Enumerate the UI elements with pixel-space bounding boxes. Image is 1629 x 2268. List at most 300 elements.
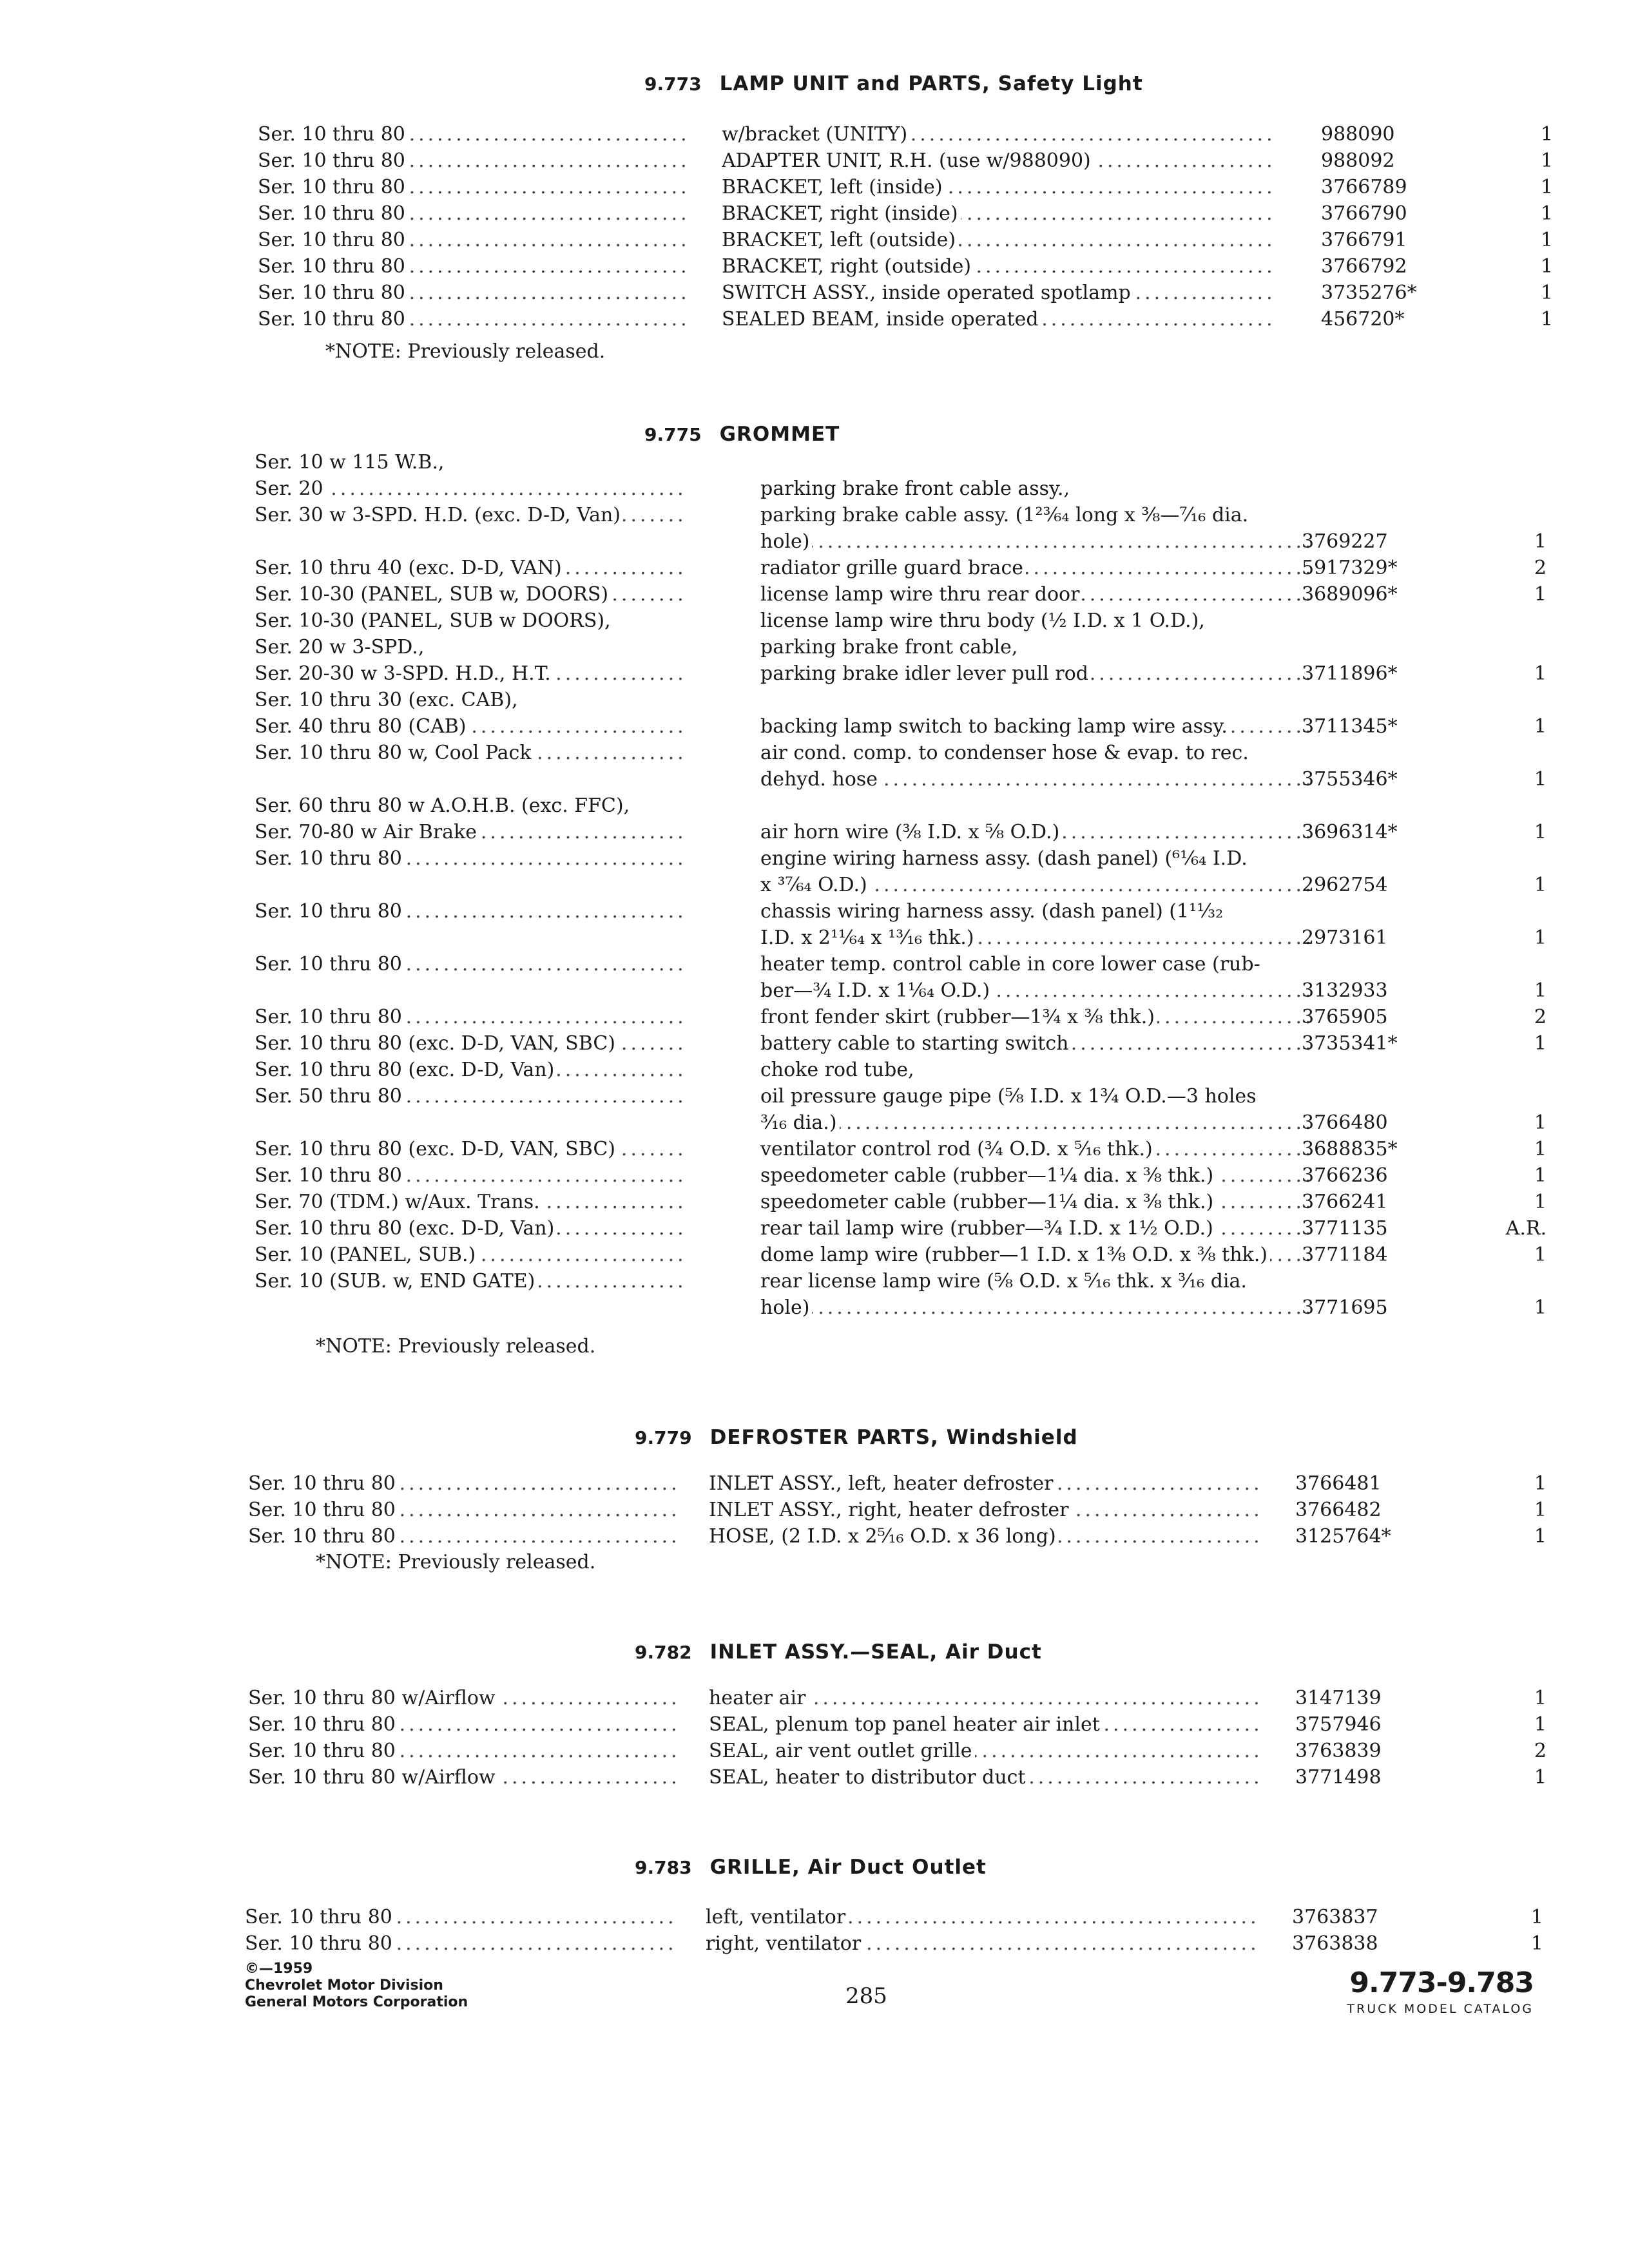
quantity-cell <box>1482 1764 1547 1791</box>
description-cell <box>760 1268 1312 1294</box>
quantity-cell <box>1482 1004 1547 1030</box>
section-title: GRILLE, Air Duct Outlet <box>709 1856 987 1879</box>
model-cell-text: Ser. 10 thru 80 (exc. D-D, Van) <box>255 1059 557 1081</box>
description-cell-text: I.D. x 2¹¹⁄₆₄ x ¹³⁄₁₆ thk.) <box>760 927 977 949</box>
description-cell-text: parking brake cable assy. (1²³⁄₆₄ long x ⅜—⁷⁄₁₆ dia. <box>760 504 1251 526</box>
description-cell-text: front fender skirt (rubber—1¾ x ⅜ thk.) <box>760 1006 1157 1028</box>
description-cell <box>706 1930 1257 1957</box>
part-number-cell <box>1295 1685 1418 1711</box>
quantity-cell-text: 1 <box>1534 530 1547 553</box>
model-cell <box>255 951 688 977</box>
model-cell-text: Ser. 10 thru 80 <box>255 900 405 923</box>
quantity-cell-text: 1 <box>1534 1296 1547 1319</box>
quantity-cell <box>1489 306 1553 332</box>
quantity-cell <box>1482 766 1547 793</box>
model-cell-text: Ser. 10 thru 80 <box>258 282 408 304</box>
description-cell <box>760 581 1312 608</box>
description-cell-text: battery cable to starting switch <box>760 1032 1071 1055</box>
model-cell-text <box>255 530 257 553</box>
model-cell <box>255 608 688 634</box>
description-cell <box>709 1711 1260 1738</box>
table-row <box>0 1904 1629 1930</box>
description-cell-text: hole) <box>760 1296 812 1319</box>
section-number: 9.783 <box>635 1857 692 1878</box>
model-cell-text: Ser. 10 thru 80 (exc. D-D, Van) <box>255 1217 557 1240</box>
quantity-cell-text: 2 <box>1534 1740 1547 1762</box>
table-row <box>0 1930 1629 1957</box>
description-cell-text: speedometer cable (rubber—1¼ dia. x ⅜ thk.) <box>760 1191 1216 1213</box>
description-cell-text: engine wiring harness assy. (dash panel) (⁶¹⁄₆₄ I.D. <box>760 847 1250 870</box>
quantity-cell <box>1482 925 1547 951</box>
model-cell <box>258 200 691 227</box>
description-cell-text: BRACKET, left (outside) <box>722 229 958 251</box>
description-cell <box>760 1162 1312 1189</box>
quantity-cell <box>1489 148 1553 174</box>
model-cell-text: Ser. 10 thru 80 <box>245 1932 395 1955</box>
model-cell <box>248 1738 681 1764</box>
description-cell <box>722 174 1273 200</box>
description-cell <box>760 1189 1312 1215</box>
part-number-cell-text: 3755346* <box>1302 768 1398 791</box>
quantity-cell-text: 1 <box>1534 1525 1547 1548</box>
table-row <box>0 1242 1629 1268</box>
footer-publisher <box>245 1961 468 2011</box>
table-row <box>0 1189 1629 1215</box>
table-row <box>0 740 1629 766</box>
part-number-cell <box>1302 1004 1424 1030</box>
table-row <box>0 1057 1629 1083</box>
table-row <box>0 200 1629 227</box>
description-cell <box>760 634 1312 660</box>
quantity-cell <box>1482 1470 1547 1497</box>
quantity-cell-text: 1 <box>1534 821 1547 843</box>
model-cell <box>255 1268 688 1294</box>
model-cell <box>255 713 688 740</box>
model-cell-text: Ser. 60 thru 80 w A.O.H.B. (exc. FFC), <box>255 794 632 817</box>
description-cell <box>760 1242 1312 1268</box>
part-number-cell-text: 3766791 <box>1321 229 1407 251</box>
description-cell-text: INLET ASSY., right, heater defroster <box>709 1499 1072 1521</box>
table-row <box>0 502 1629 528</box>
model-cell <box>248 1711 681 1738</box>
model-cell <box>248 1470 681 1497</box>
model-cell <box>248 1523 681 1550</box>
model-cell <box>248 1497 681 1523</box>
copyright: ©—1959 <box>245 1961 313 1977</box>
model-cell-text: Ser. 10 thru 80 <box>248 1499 398 1521</box>
model-cell <box>255 740 688 766</box>
part-number-cell-text: 2962754 <box>1302 874 1388 896</box>
part-number-cell-text: 3766481 <box>1295 1472 1382 1495</box>
model-cell <box>255 925 688 951</box>
description-cell <box>722 121 1273 148</box>
part-number-cell <box>1302 872 1424 898</box>
model-cell-text: Ser. 10 thru 80 (exc. D-D, VAN, SBC) <box>255 1138 618 1160</box>
table-row <box>0 449 1629 476</box>
model-cell <box>255 687 688 713</box>
table-row <box>0 581 1629 608</box>
section-rows <box>0 1904 1629 1957</box>
table-row <box>0 1711 1629 1738</box>
part-number-cell <box>1295 1497 1418 1523</box>
quantity-cell-text: 1 <box>1530 1932 1543 1955</box>
model-cell <box>255 1242 688 1268</box>
model-cell-text: Ser. 20 w 3-SPD., <box>255 636 427 658</box>
part-number-cell-text: 456720* <box>1321 308 1405 331</box>
model-cell <box>258 148 691 174</box>
part-number-cell <box>1321 253 1443 280</box>
model-cell-text: Ser. 10 thru 80 <box>258 202 408 225</box>
footer-range <box>1302 1966 1534 2016</box>
part-number-cell-text: 3711345* <box>1302 715 1398 738</box>
model-cell <box>255 1189 688 1215</box>
model-cell-text: Ser. 10-30 (PANEL, SUB w, DOORS) <box>255 583 611 606</box>
section-title: GROMMET <box>719 423 840 446</box>
description-cell-text: ber—¾ I.D. x 1¹⁄₆₄ O.D.) <box>760 979 992 1002</box>
description-cell-text: SWITCH ASSY., inside operated spotlamp <box>722 282 1133 304</box>
model-cell <box>255 872 688 898</box>
table-row <box>0 1470 1629 1497</box>
quantity-cell <box>1482 977 1547 1004</box>
quantity-cell <box>1482 1189 1547 1215</box>
corporation: General Motors Corporation <box>245 1994 468 2010</box>
table-row <box>0 306 1629 332</box>
model-cell-text: Ser. 10 thru 80 w/Airflow <box>248 1766 498 1789</box>
model-cell <box>255 1215 688 1242</box>
table-row <box>0 1685 1629 1711</box>
model-cell-text: Ser. 10 thru 80 <box>258 308 408 331</box>
table-row <box>0 1030 1629 1057</box>
description-cell <box>760 898 1312 925</box>
quantity-cell <box>1482 819 1547 845</box>
quantity-cell-text: 1 <box>1534 662 1547 685</box>
description-cell-text: choke rod tube, <box>760 1059 917 1081</box>
part-number-cell <box>1321 200 1443 227</box>
part-number-cell-text: 3763837 <box>1292 1906 1378 1928</box>
model-cell-text: Ser. 10 thru 80 <box>248 1472 398 1495</box>
model-cell-text <box>255 874 257 896</box>
model-cell <box>255 476 688 502</box>
part-number-cell-text: 3696314* <box>1302 821 1398 843</box>
quantity-cell-text: 1 <box>1534 1499 1547 1521</box>
model-cell <box>255 1057 688 1083</box>
description-cell-text: dehyd. hose <box>760 768 880 791</box>
quantity-cell <box>1482 528 1547 555</box>
section-title: LAMP UNIT and PARTS, Safety Light <box>719 72 1143 95</box>
part-number-cell-text: 3766790 <box>1321 202 1407 225</box>
table-row <box>0 687 1629 713</box>
description-cell-text: parking brake front cable, <box>760 636 1020 658</box>
part-number-cell-text: 3711896* <box>1302 662 1398 685</box>
description-cell <box>760 660 1312 687</box>
model-cell <box>248 1685 681 1711</box>
section-number: 9.779 <box>635 1427 692 1448</box>
section-note: *NOTE: Previously released. <box>316 1551 596 1573</box>
model-cell <box>255 898 688 925</box>
description-cell <box>760 1215 1312 1242</box>
model-cell <box>255 528 688 555</box>
part-number-cell <box>1321 174 1443 200</box>
part-number-cell <box>1302 925 1424 951</box>
model-cell-text: Ser. 10 thru 80 w/Airflow <box>248 1687 498 1709</box>
model-cell <box>255 1004 688 1030</box>
quantity-cell <box>1489 121 1553 148</box>
quantity-cell-text: 1 <box>1534 1138 1547 1160</box>
quantity-cell <box>1479 1930 1543 1957</box>
description-cell <box>760 793 1312 819</box>
quantity-cell-text: 1 <box>1540 149 1553 172</box>
model-cell <box>258 121 691 148</box>
section-rows <box>0 449 1629 1321</box>
part-number-cell-text: 988090 <box>1321 123 1395 146</box>
catalog-name: TRUCK MODEL CATALOG <box>1347 2002 1534 2016</box>
model-cell-text: Ser. 10 thru 80 <box>255 847 405 870</box>
quantity-cell <box>1482 1685 1547 1711</box>
section-heading <box>635 1640 1042 1664</box>
quantity-cell <box>1482 660 1547 687</box>
description-cell <box>706 1904 1257 1930</box>
part-number-cell <box>1295 1711 1418 1738</box>
quantity-cell <box>1482 1136 1547 1162</box>
model-cell <box>258 227 691 253</box>
description-cell <box>760 819 1312 845</box>
model-cell <box>248 1764 681 1791</box>
part-number-cell <box>1302 1110 1424 1136</box>
table-row <box>0 280 1629 306</box>
description-cell-text: parking brake idler lever pull rod <box>760 662 1091 685</box>
section-rows <box>0 1685 1629 1791</box>
table-row <box>0 1497 1629 1523</box>
quantity-cell <box>1489 280 1553 306</box>
table-row <box>0 1294 1629 1321</box>
model-cell-text: Ser. 10 thru 80 <box>258 255 408 278</box>
quantity-cell <box>1482 581 1547 608</box>
section-range: 9.773-9.783 <box>1349 1966 1534 1999</box>
model-cell-text: Ser. 70 (TDM.) w/Aux. Trans. <box>255 1191 543 1213</box>
description-cell <box>709 1523 1260 1550</box>
description-cell <box>722 200 1273 227</box>
description-cell-text: SEAL, heater to distributor duct <box>709 1766 1028 1789</box>
description-cell-text: SEAL, plenum top panel heater air inlet <box>709 1713 1103 1736</box>
part-number-cell-text: 2973161 <box>1302 927 1388 949</box>
description-cell <box>760 608 1312 634</box>
part-number-cell-text: 3763839 <box>1295 1740 1382 1762</box>
model-cell-text: Ser. 20 <box>255 477 326 500</box>
part-number-cell-text: 3766236 <box>1302 1164 1388 1187</box>
part-number-cell-text: 3771695 <box>1302 1296 1388 1319</box>
section-number: 9.782 <box>635 1642 692 1663</box>
description-cell-text <box>760 689 763 711</box>
model-cell-text: Ser. 10 thru 80 <box>255 1164 405 1187</box>
part-number-cell <box>1302 1215 1424 1242</box>
quantity-cell-text: 1 <box>1530 1906 1543 1928</box>
table-row <box>0 898 1629 925</box>
description-cell-text: BRACKET, left (inside) <box>722 176 945 198</box>
model-cell-text: Ser. 10 thru 80 <box>258 176 408 198</box>
description-cell <box>709 1738 1260 1764</box>
part-number-cell <box>1302 1189 1424 1215</box>
description-cell <box>760 687 1312 713</box>
section-note: *NOTE: Previously released. <box>316 1335 596 1358</box>
quantity-cell <box>1482 1030 1547 1057</box>
part-number-cell-text: 3769227 <box>1302 530 1388 553</box>
quantity-cell <box>1489 174 1553 200</box>
model-cell <box>255 845 688 872</box>
table-row <box>0 1136 1629 1162</box>
description-cell-text: x ³⁷⁄₆₄ O.D.) <box>760 874 870 896</box>
table-row <box>0 977 1629 1004</box>
description-cell-text: speedometer cable (rubber—1¼ dia. x ⅜ thk.) <box>760 1164 1216 1187</box>
table-row <box>0 227 1629 253</box>
quantity-cell <box>1482 1162 1547 1189</box>
description-cell <box>760 1136 1312 1162</box>
part-number-cell <box>1292 1904 1414 1930</box>
part-number-cell-text: 3771135 <box>1302 1217 1388 1240</box>
part-number-cell <box>1302 766 1424 793</box>
model-cell-text <box>255 1296 257 1319</box>
part-number-cell <box>1302 660 1424 687</box>
description-cell <box>709 1470 1260 1497</box>
part-number-cell <box>1302 528 1424 555</box>
model-cell <box>258 280 691 306</box>
quantity-cell <box>1479 1904 1543 1930</box>
model-cell <box>255 1136 688 1162</box>
description-cell-text: rear license lamp wire (⅝ O.D. x ⁵⁄₁₆ thk. x ³⁄₁₆ dia. <box>760 1270 1249 1293</box>
part-number-cell <box>1302 713 1424 740</box>
description-cell-text: left, ventilator <box>706 1906 848 1928</box>
part-number-cell-text: 3766480 <box>1302 1111 1388 1134</box>
description-cell-text: license lamp wire thru rear door <box>760 583 1082 606</box>
model-cell <box>255 555 688 581</box>
table-row <box>0 608 1629 634</box>
description-cell <box>760 951 1312 977</box>
model-cell-text: Ser. 10 thru 80 w, Cool Pack <box>255 742 534 764</box>
model-cell-text: Ser. 50 thru 80 <box>255 1085 405 1108</box>
section-number: 9.773 <box>644 73 702 95</box>
model-cell-text: Ser. 10 thru 80 <box>248 1525 398 1548</box>
part-number-cell <box>1321 306 1443 332</box>
description-cell <box>709 1497 1260 1523</box>
model-cell <box>258 174 691 200</box>
description-cell <box>760 502 1312 528</box>
quantity-cell-text: 1 <box>1534 1164 1547 1187</box>
quantity-cell <box>1482 1711 1547 1738</box>
table-row <box>0 925 1629 951</box>
table-row <box>0 1110 1629 1136</box>
section-heading <box>635 1856 987 1879</box>
table-row <box>0 1215 1629 1242</box>
description-cell-text: HOSE, (2 I.D. x 2⁵⁄₁₆ O.D. x 36 long) <box>709 1525 1059 1548</box>
model-cell <box>258 306 691 332</box>
description-cell-text: ventilator control rod (¾ O.D. x ⁵⁄₁₆ thk.) <box>760 1138 1155 1160</box>
model-cell-text <box>255 979 257 1002</box>
model-cell <box>255 977 688 1004</box>
part-number-cell-text: 3735276* <box>1321 282 1417 304</box>
description-cell <box>760 1004 1312 1030</box>
table-row <box>0 253 1629 280</box>
part-number-cell-text: 3132933 <box>1302 979 1388 1002</box>
table-row <box>0 634 1629 660</box>
model-cell <box>245 1904 678 1930</box>
quantity-cell <box>1482 1497 1547 1523</box>
part-number-cell <box>1295 1470 1418 1497</box>
description-cell <box>722 253 1273 280</box>
description-cell-text: heater temp. control cable in core lower case (rub- <box>760 953 1263 975</box>
description-cell <box>760 872 1312 898</box>
quantity-cell <box>1482 1738 1547 1764</box>
model-cell-text <box>255 768 257 791</box>
section-title: INLET ASSY.—SEAL, Air Duct <box>709 1640 1042 1664</box>
quantity-cell-text: 1 <box>1534 1766 1547 1789</box>
part-number-cell <box>1321 148 1443 174</box>
model-cell-text: Ser. 10 (SUB. w, END GATE) <box>255 1270 537 1293</box>
quantity-cell <box>1482 555 1547 581</box>
model-cell <box>255 449 688 476</box>
quantity-cell-text: 1 <box>1540 308 1553 331</box>
quantity-cell <box>1482 1110 1547 1136</box>
description-cell <box>760 476 1312 502</box>
model-cell <box>255 1162 688 1189</box>
quantity-cell <box>1482 713 1547 740</box>
quantity-cell <box>1489 253 1553 280</box>
part-number-cell <box>1302 581 1424 608</box>
description-cell <box>760 1030 1312 1057</box>
model-cell-text: Ser. 10 thru 30 (exc. CAB), <box>255 689 521 711</box>
table-row <box>0 845 1629 872</box>
model-cell-text: Ser. 10 thru 80 <box>258 123 408 146</box>
table-row <box>0 1523 1629 1550</box>
description-cell <box>760 977 1312 1004</box>
part-number-cell <box>1302 1162 1424 1189</box>
table-row <box>0 766 1629 793</box>
quantity-cell-text: 1 <box>1534 1713 1547 1736</box>
table-row <box>0 476 1629 502</box>
description-cell <box>722 148 1273 174</box>
part-number-cell-text: 3735341* <box>1302 1032 1398 1055</box>
quantity-cell-text: 1 <box>1534 1191 1547 1213</box>
table-row <box>0 819 1629 845</box>
model-cell <box>255 660 688 687</box>
description-cell-text: dome lamp wire (rubber—1 I.D. x 1⅜ O.D. x ⅜ thk.) <box>760 1244 1270 1266</box>
description-cell-text: BRACKET, right (inside) <box>722 202 961 225</box>
description-cell <box>760 1110 1312 1136</box>
part-number-cell-text: 3765905 <box>1302 1006 1388 1028</box>
model-cell-text: Ser. 10 thru 80 <box>255 1006 405 1028</box>
section-note: *NOTE: Previously released. <box>325 340 606 363</box>
table-row <box>0 951 1629 977</box>
model-cell <box>255 634 688 660</box>
description-cell <box>760 555 1312 581</box>
quantity-cell-text: 1 <box>1540 202 1553 225</box>
model-cell-text <box>255 1111 257 1134</box>
quantity-cell-text: 1 <box>1534 768 1547 791</box>
description-cell <box>760 449 1312 476</box>
part-number-cell <box>1302 1030 1424 1057</box>
part-number-cell <box>1302 1294 1424 1321</box>
quantity-cell-text: 1 <box>1534 583 1547 606</box>
description-cell-text: rear tail lamp wire (rubber—¾ I.D. x 1½ O.D.) <box>760 1217 1216 1240</box>
description-cell-text <box>760 451 763 474</box>
table-row <box>0 174 1629 200</box>
table-row <box>0 793 1629 819</box>
table-row <box>0 1764 1629 1791</box>
quantity-cell-text: A.R. <box>1505 1217 1547 1240</box>
part-number-cell <box>1295 1738 1418 1764</box>
description-cell <box>760 1057 1312 1083</box>
table-row <box>0 121 1629 148</box>
table-row <box>0 872 1629 898</box>
table-row <box>0 1083 1629 1110</box>
